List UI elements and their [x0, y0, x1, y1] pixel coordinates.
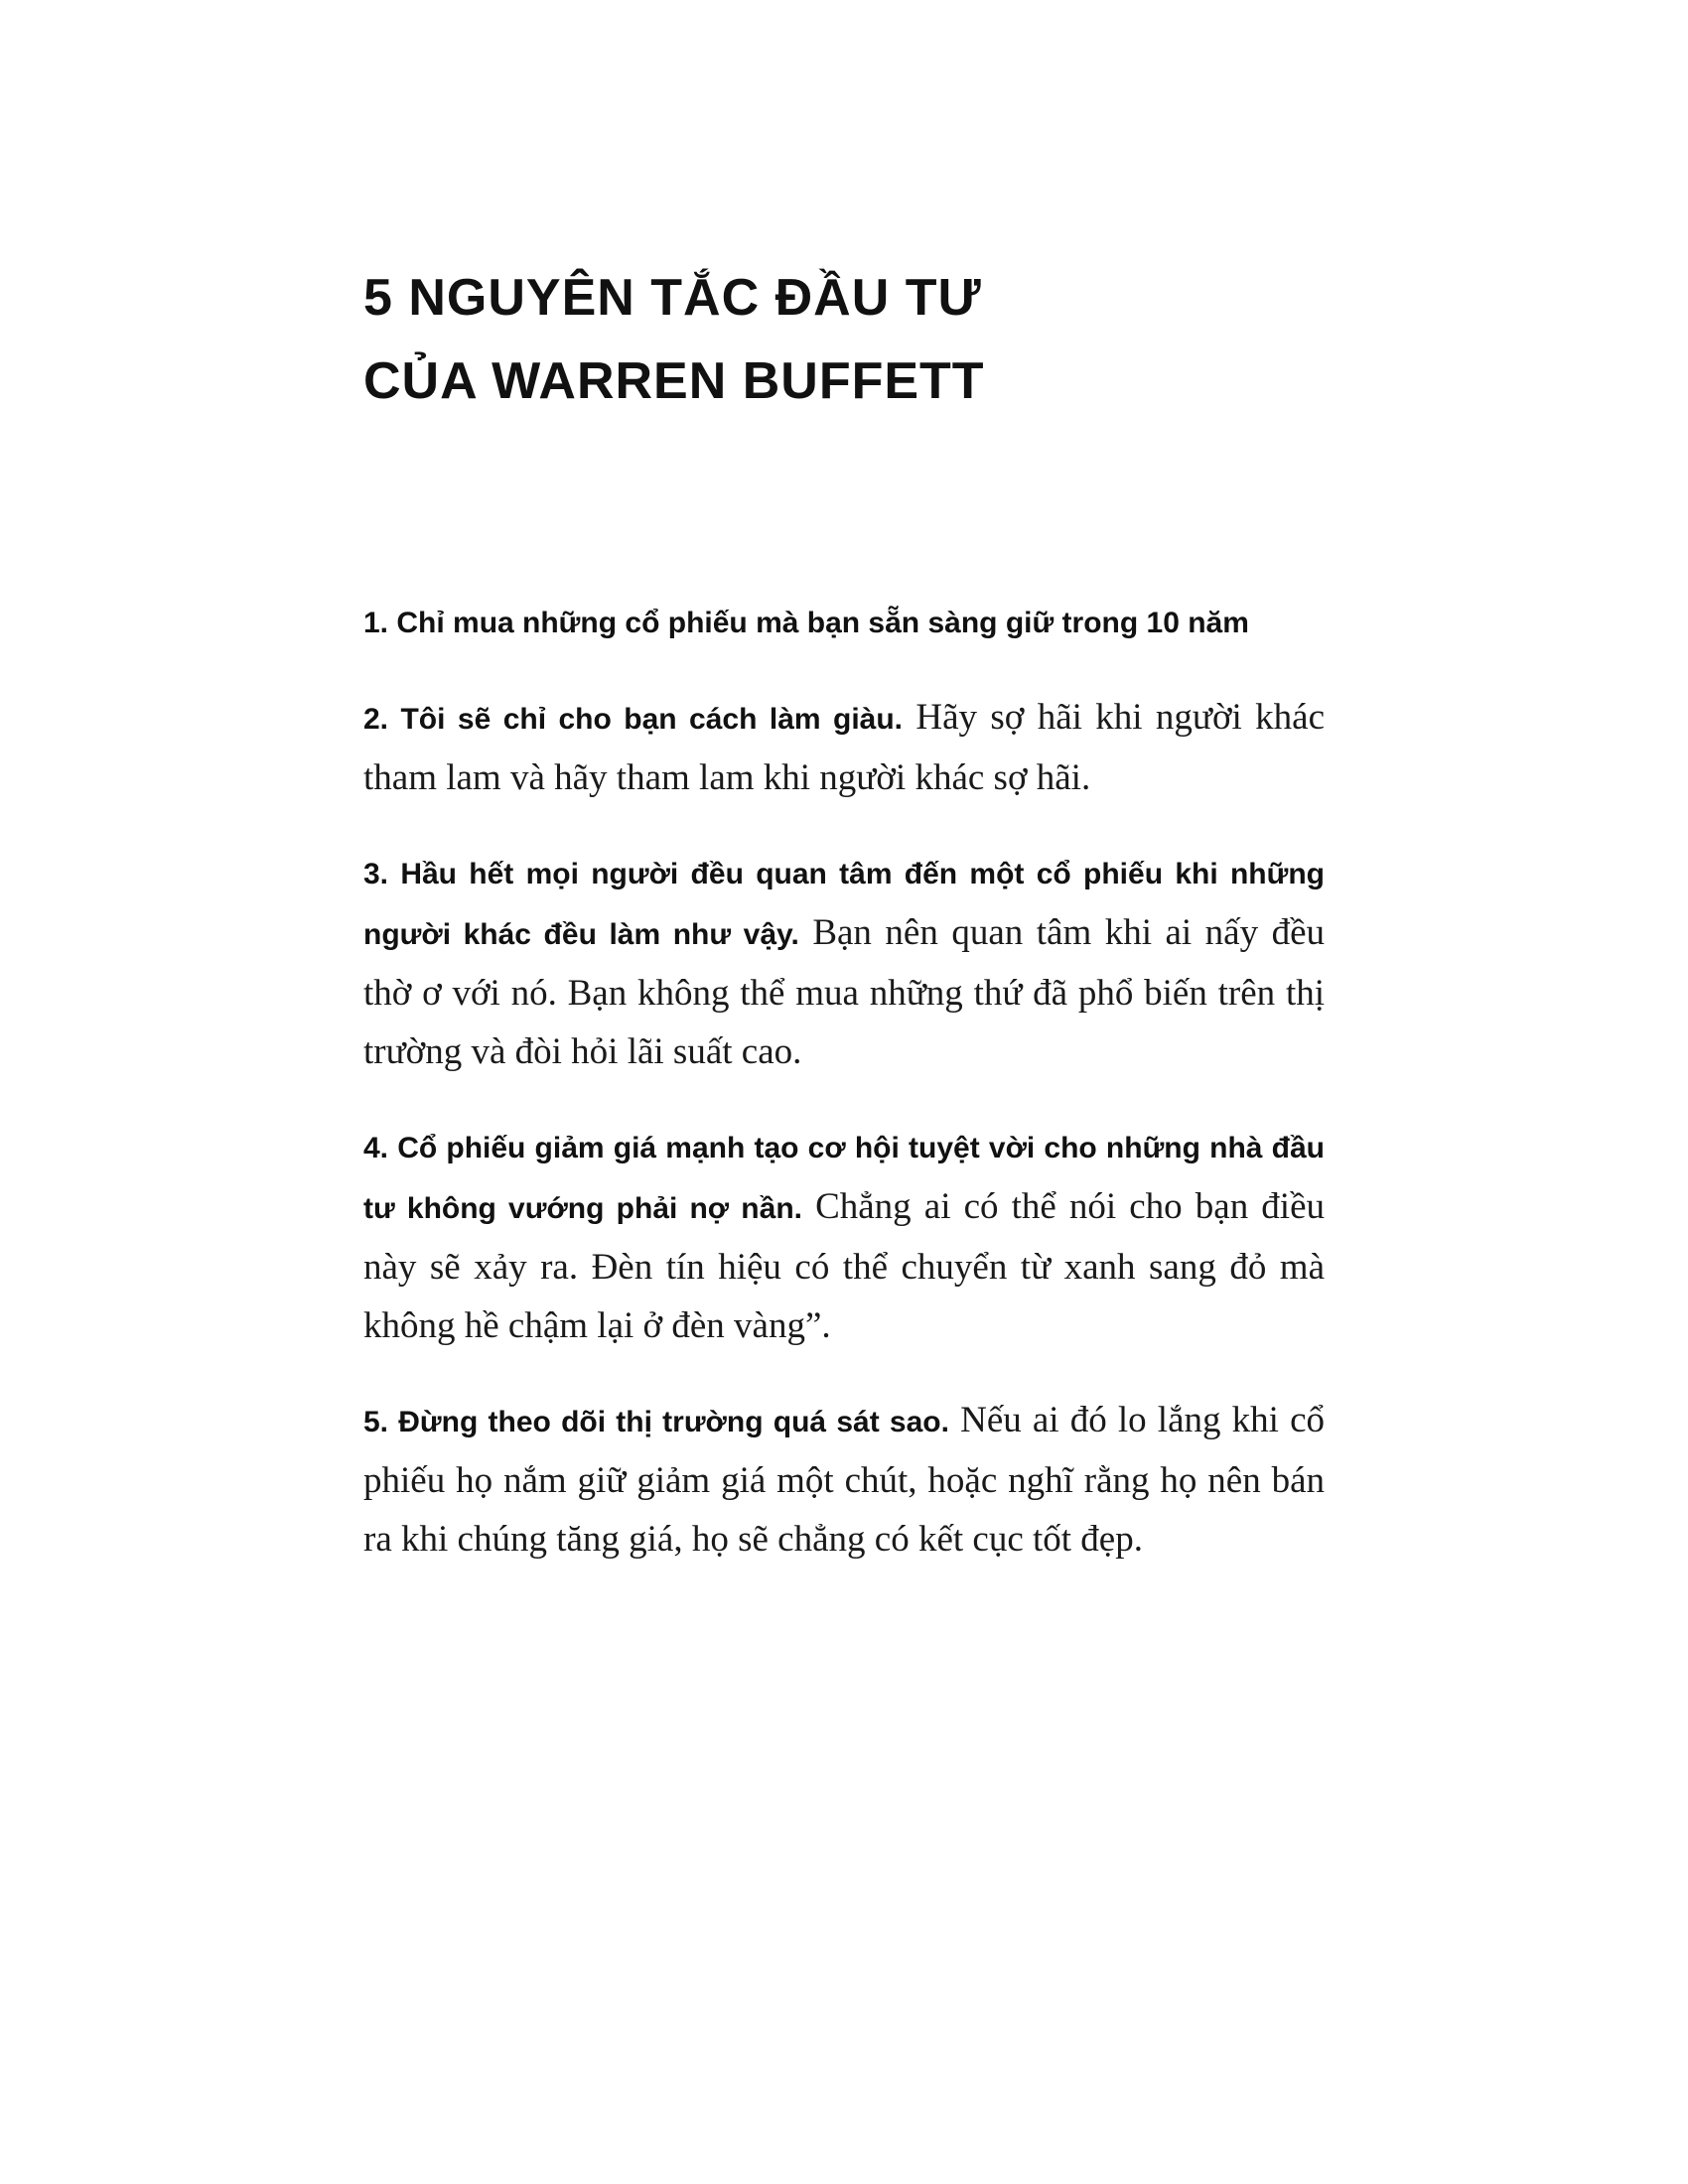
- principle-3-body: Bạn nên quan tâm khi ai nấy đều thờ ơ với nó. Bạn không thể mua những thứ đã phổ biến trên thị trường và đòi hỏi lãi suất cao.: [363, 912, 1325, 1072]
- page-title-line-2: CỦA WARREN BUFFETT: [363, 352, 985, 410]
- page-title-line-1: 5 NGUYÊN TẮC ĐẦU TƯ: [363, 269, 982, 327]
- principle-5-heading: 5. Đừng theo dõi thị trường quá sát sao.: [363, 1406, 949, 1438]
- principle-4-heading: 4. Cổ phiếu giảm giá mạnh tạo cơ hội tuyệt vời cho những nhà đầu tư không vướng phải nợ nần.: [363, 1132, 1325, 1225]
- principle-4-body: Chẳng ai có thể nói cho bạn điều này sẽ xảy ra. Đèn tín hiệu có thể chuyển từ xanh sang đỏ mà không hề chậm lại ở đèn vàng”.: [363, 1186, 1325, 1346]
- principle-2-body: Hãy sợ hãi khi người khác tham lam và hãy tham lam khi người khác sợ hãi.: [363, 697, 1325, 798]
- principle-3-heading: 3. Hầu hết mọi người đều quan tâm đến một cổ phiếu khi những người khác đều làm như vậy.: [363, 858, 1325, 951]
- principle-2: [363, 688, 1325, 807]
- principle-4: [363, 1117, 1325, 1355]
- principle-1-heading: 1. Chỉ mua những cổ phiếu mà bạn sẵn sàng giữ trong 10 năm: [363, 607, 1249, 639]
- principle-5-body: Nếu ai đó lo lắng khi cổ phiếu họ nắm giữ giảm giá một chút, hoặc nghĩ rằng họ nên bán ra khi chúng tăng giá, họ sẽ chẳng có kết cục tốt đẹp.: [363, 1400, 1325, 1560]
- principle-1: [363, 592, 1325, 652]
- document-page: [363, 256, 1325, 1604]
- page-title: [363, 256, 1325, 423]
- principles-list: [363, 592, 1325, 1569]
- principle-3: [363, 843, 1325, 1081]
- principle-2-heading: 2. Tôi sẽ chỉ cho bạn cách làm giàu.: [363, 703, 904, 736]
- principle-5: [363, 1391, 1325, 1569]
